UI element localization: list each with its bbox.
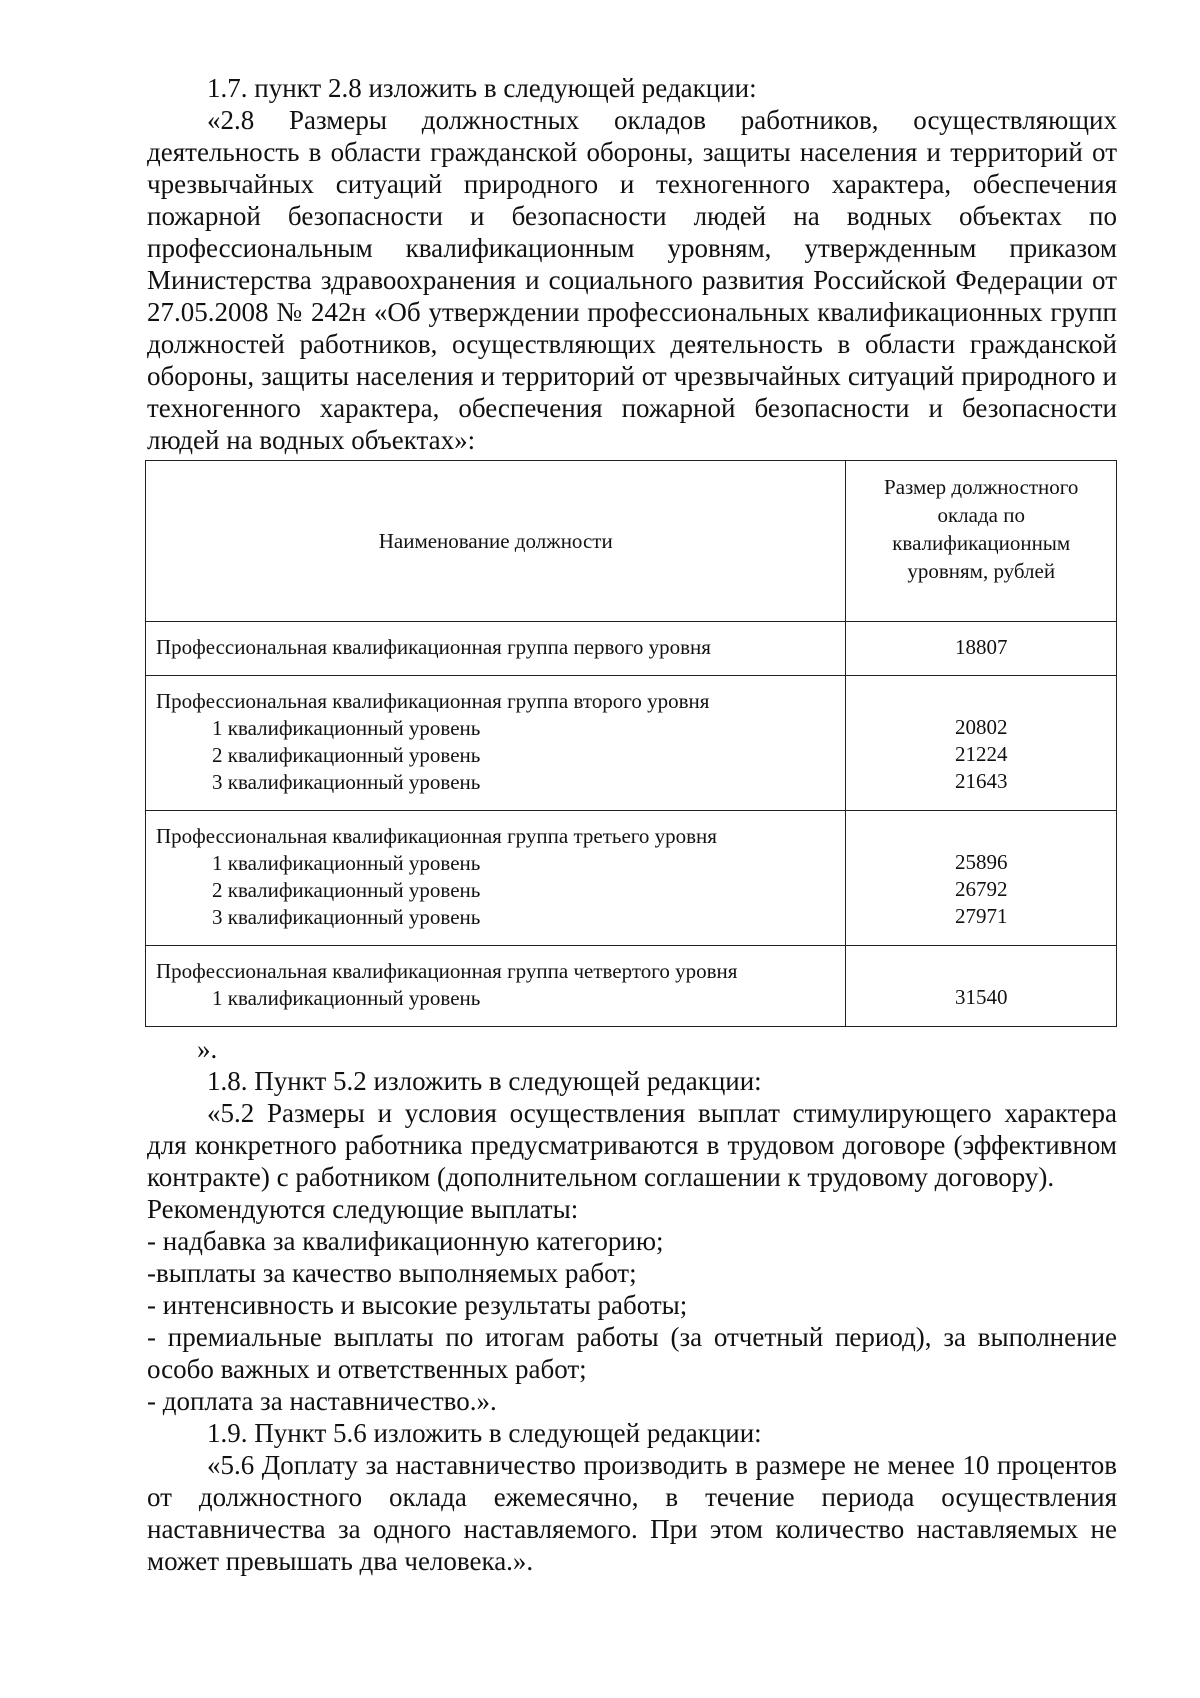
table-row [146, 676, 1117, 811]
group-title: Профессиональная квалификационная группа второго уровня [156, 689, 710, 713]
level-label: 3 квалификационный уровень [212, 905, 481, 929]
salary-table [145, 460, 1117, 1027]
section-1-9-text: «5.6 Доплату за наставничество производить в размере не менее 10 процентов от должностного оклада ежемесячно, в течение периода осуществления наставничества за одного наставляемого. При этом количество наставляемых не может превышать два человека.». [147, 1450, 1117, 1576]
salary-value: 26792 [954, 877, 1008, 901]
level-label: 1 квалификационный уровень [212, 986, 481, 1010]
salary-value: 31540 [954, 985, 1008, 1009]
level-label: 1 квалификационный уровень [212, 716, 481, 740]
payment-item: - премиальные выплаты по итогам работы (за отчетный период), за выполнение особо важных и ответственных работ; [147, 1322, 1117, 1384]
salary-value: 21224 [954, 742, 1008, 766]
table-header-value: Размер должностного оклада по квалификационным уровням, рублей [884, 475, 1079, 583]
table-header-row [146, 461, 1117, 622]
group-title: Профессиональная квалификационная группа четвертого уровня [156, 959, 738, 983]
payments-intro: Рекомендуются следующие выплаты: [147, 1194, 579, 1224]
level-label: 2 квалификационный уровень [212, 878, 481, 902]
level-label: 1 квалификационный уровень [212, 851, 481, 875]
table-header-name-cell [146, 461, 846, 622]
salary-value: 20802 [954, 715, 1008, 739]
table-row [146, 946, 1117, 1027]
table-closing-quote: ». [197, 1034, 218, 1064]
group-title: Профессиональная квалификационная группа первого уровня [156, 635, 711, 659]
section-1-8-text: «5.2 Размеры и условия осуществления выплат стимулирующего характера для конкретного работника предусматриваются в трудовом договоре (эффективном контракте) с работником (дополнительном соглашении к трудовому договору). [147, 1098, 1117, 1192]
document-page [147, 72, 1117, 1577]
salary-value: 18807 [954, 635, 1008, 659]
level-label: 2 квалификационный уровень [212, 743, 481, 767]
payment-item: - доплата за наставничество.». [147, 1386, 497, 1416]
section-1-8-heading: 1.8. Пункт 5.2 изложить в следующей редакции: [207, 1066, 762, 1096]
section-1-7-text: «2.8 Размеры должностных окладов работников, осуществляющих деятельность в области гражданской обороны, защиты населения и территорий от чрезвычайных ситуаций природного и техногенного характера, обеспечения пожарной безопасности и безопасности людей на водных объектах по профессиональным квалификационным уровням, утвержденным приказом Министерства здравоохранения и социального развития Российской Федерации от 27.05.2008 № 242н «Об утверждении профессиональных квалификационных групп должностей работников, осуществляющих деятельность в области гражданской обороны, защиты населения и территорий от чрезвычайных ситуаций природного и техногенного характера, обеспечения пожарной безопасности и безопасности людей на водных объектах»: [147, 105, 1117, 455]
payment-item: - интенсивность и высокие результаты работы; [147, 1290, 688, 1320]
table-header-value-cell [846, 461, 1117, 622]
table-row [146, 622, 1117, 676]
payment-item: - надбавка за квалификационную категорию; [147, 1226, 664, 1256]
section-1-7-heading: 1.7. пункт 2.8 изложить в следующей редакции: [207, 73, 757, 103]
level-label: 3 квалификационный уровень [212, 770, 481, 794]
salary-value: 25896 [954, 850, 1008, 874]
salary-value: 21643 [954, 769, 1008, 793]
group-title: Профессиональная квалификационная группа третьего уровня [156, 824, 717, 848]
payment-item: -выплаты за качество выполняемых работ; [147, 1258, 637, 1288]
salary-value: 27971 [954, 904, 1008, 928]
section-1-9-heading: 1.9. Пункт 5.6 изложить в следующей редакции: [207, 1418, 762, 1448]
table-row [146, 811, 1117, 946]
table-header-name: Наименование должности [378, 528, 613, 553]
